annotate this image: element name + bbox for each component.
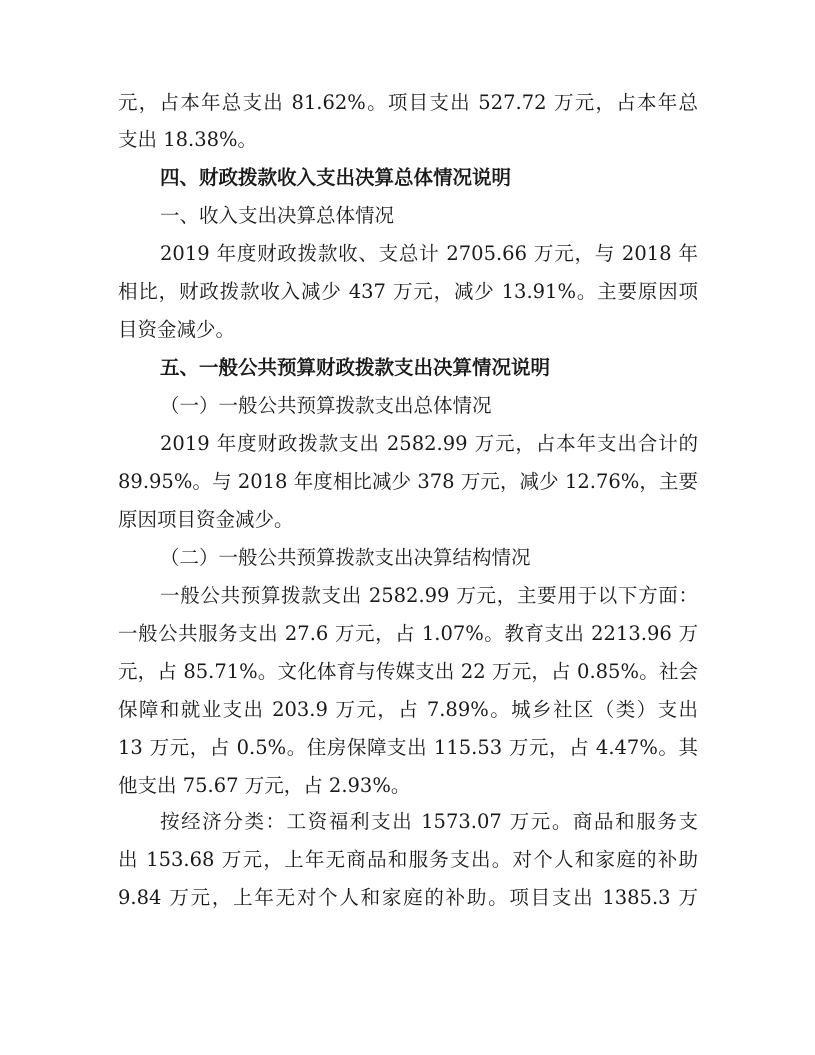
- paragraph-line: 目资金减少。: [118, 318, 236, 341]
- paragraph-line: 9.84 万元，上年无对个人和家庭的补助。项目支出 1385.3 万: [118, 886, 698, 909]
- paragraph-line: 相比，财政拨款收入减少 437 万元，减少 13.91%。主要原因项: [118, 280, 698, 303]
- paragraph-line: （一）一般公共预算拨款支出总体情况: [160, 394, 492, 417]
- paragraph-line: 一般公共服务支出 27.6 万元，占 1.07%。教育支出 2213.96 万: [118, 622, 698, 645]
- paragraph-line: 13 万元，占 0.5%。住房保障支出 115.53 万元，占 4.47%。其: [118, 736, 698, 759]
- paragraph-line: 保障和就业支出 203.9 万元，占 7.89%。城乡社区（类）支出: [118, 698, 698, 721]
- paragraph-line: 出 153.68 万元，上年无商品和服务支出。对个人和家庭的补助: [118, 848, 698, 871]
- paragraph-line: 他支出 75.67 万元，占 2.93%。: [118, 774, 411, 797]
- paragraph-line: 元，占本年总支出 81.62%。项目支出 527.72 万元，占本年总: [118, 91, 698, 114]
- paragraph-line: 支出 18.38%。: [118, 128, 258, 151]
- paragraph-line: 原因项目资金减少。: [118, 508, 294, 531]
- paragraph-line: （二）一般公共预算拨款支出决算结构情况: [160, 546, 531, 569]
- paragraph-line: 一、收入支出决算总体情况: [160, 204, 395, 227]
- paragraph-line: 按经济分类：工资福利支出 1573.07 万元。商品和服务支: [160, 810, 698, 833]
- paragraph-line: 2019 年度财政拨款收、支总计 2705.66 万元，与 2018 年: [160, 242, 698, 265]
- paragraph-line: 89.95%。与 2018 年度相比减少 378 万元，减少 12.76%，主要: [118, 470, 698, 493]
- paragraph-line: 一般公共预算拨款支出 2582.99 万元，主要用于以下方面：: [160, 584, 698, 607]
- paragraph-line: 元，占 85.71%。文化体育与传媒支出 22 万元，占 0.85%。社会: [118, 660, 698, 683]
- paragraph-line: 2019 年度财政拨款支出 2582.99 万元，占本年支出合计的: [160, 432, 698, 455]
- section-heading: 五、一般公共预算财政拨款支出决算情况说明: [160, 356, 551, 379]
- section-heading: 四、财政拨款收入支出决算总体情况说明: [160, 166, 512, 189]
